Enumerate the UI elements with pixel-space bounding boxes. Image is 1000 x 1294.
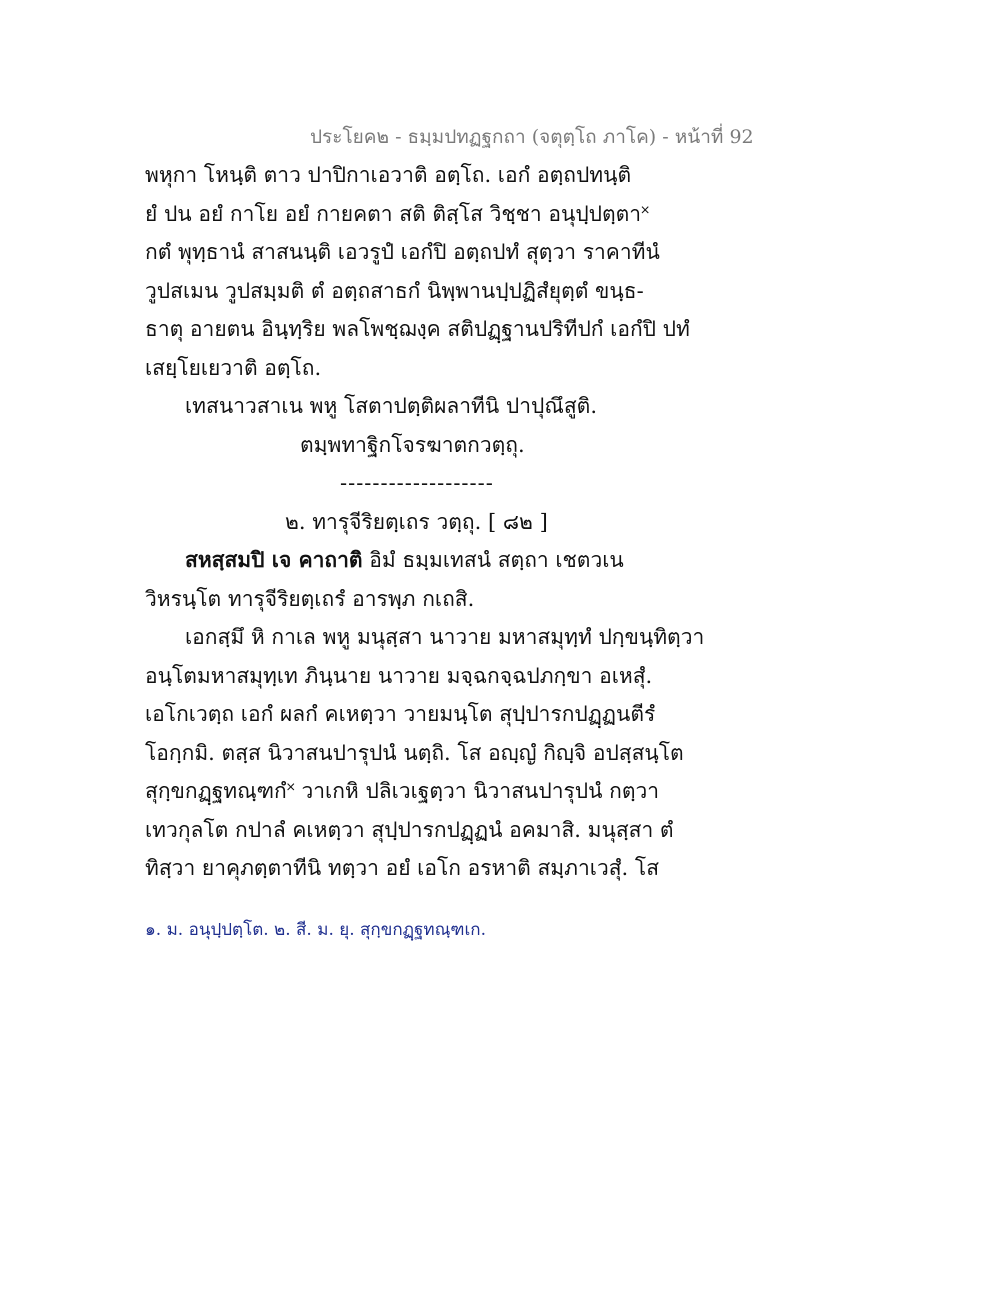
story-first-line-rest: อิมํ ธมฺมเทสนํ สตฺถา เชตวเน xyxy=(362,548,624,572)
text-line: ทิสฺวา ยาคุภตฺตาทีนิ ทตฺวา อยํ เอโก อรหาติ สมฺภาเวสุํ. โส xyxy=(145,856,660,880)
text-line: พหุกา โหนฺติ ตาว ปาปิกาเอวาติ อตฺโถ. เอกํ อตฺถปทนฺติ xyxy=(145,163,632,187)
text-line: เอกสฺมึ หิ กาเล พหู มนุสฺสา นาวาย มหาสมุทฺทํ ปกฺขนฺทิตฺวา xyxy=(185,625,705,649)
running-header: ประโยค๒ - ธมฺมปทฏฐกถา (จตุตฺโถ ภาโค) - หน้าที่ 92 xyxy=(310,126,754,148)
story-title: ๒. ทารุจีริยตฺเถร วตฺถุ. [ ๘๒ ] xyxy=(285,509,548,534)
text-line: เทวกุลโต กปาลํ คเหตฺวา สุปฺปารกปฏฺฏนํ อคมาสิ. มนุสฺสา ตํ xyxy=(145,817,674,842)
text-line: เอโกเวตฺถ เอกํ ผลกํ คเหตฺวา วายมนฺโต สุปฺปารกปฏฺฏนตีรํ xyxy=(145,702,656,726)
text-line: โอกฺกมิ. ตสฺส นิวาสนปารุปนํ นตฺถิ. โส อญฺญํ กิญฺจิ อปสฺสนฺโต xyxy=(145,740,684,765)
text-line: วูปสเมน วูปสมฺมติ ตํ อตฺถสาธกํ นิพฺพานปฺปฏิสํยุตฺตํ ขนฺธ- xyxy=(145,278,644,303)
closing-line: เทสนาวสาเน พหู โสตาปตฺติผลาทีนิ ปาปุณึสูติ. xyxy=(185,394,597,418)
story-first-line xyxy=(145,541,705,580)
text-line: กตํ พุทฺธานํ สาสนนฺติ เอวรูปํ เอกํปิ อตฺถปทํ สุตฺวา ราคาทีนํ xyxy=(145,240,660,264)
footnote: ๑. ม. อนุปฺปตฺโต. ๒. สี. ม. ยุ. สุกฺขกฏฺฐทณฺฑเก. xyxy=(145,920,486,940)
text-line: สุกฺขกฏฺฐทณฺฑกํ˟ วาเกหิ ปลิเวเฐตฺวา นิวาสนปารุปนํ กตฺวา xyxy=(145,779,660,803)
text-line: อนฺโตมหาสมุทฺเท ภินฺนาย นาวาย มจฺฉกจฺฉปภกฺขา อเหสุํ. xyxy=(145,663,653,688)
body-text xyxy=(145,156,705,888)
separator: ------------------- xyxy=(340,471,494,495)
text-line: ธาตุ อายตน อินฺทฺริย พลโพชฺฌงฺค สติปฏฺฐานปริทีปกํ เอกํปิ ปทํ xyxy=(145,317,690,341)
text-line: วิหรนฺโต ทารุจีริยตฺเถรํ อารพฺภ กเถสิ. xyxy=(145,586,475,611)
text-line: เสยฺโยเยวาติ อตฺโถ. xyxy=(145,355,322,380)
verse-lemma: สหสฺสมปิ เจ คาถาติ xyxy=(185,547,363,572)
text-line: ยํ ปน อยํ กาโย อยํ กายคตา สติ ติสฺโส วิชฺชา อนุปฺปตฺตา˟ xyxy=(145,201,650,226)
story-end-title: ตมฺพทาฐิกโจรฆาตกวตฺถุ. xyxy=(300,432,525,457)
